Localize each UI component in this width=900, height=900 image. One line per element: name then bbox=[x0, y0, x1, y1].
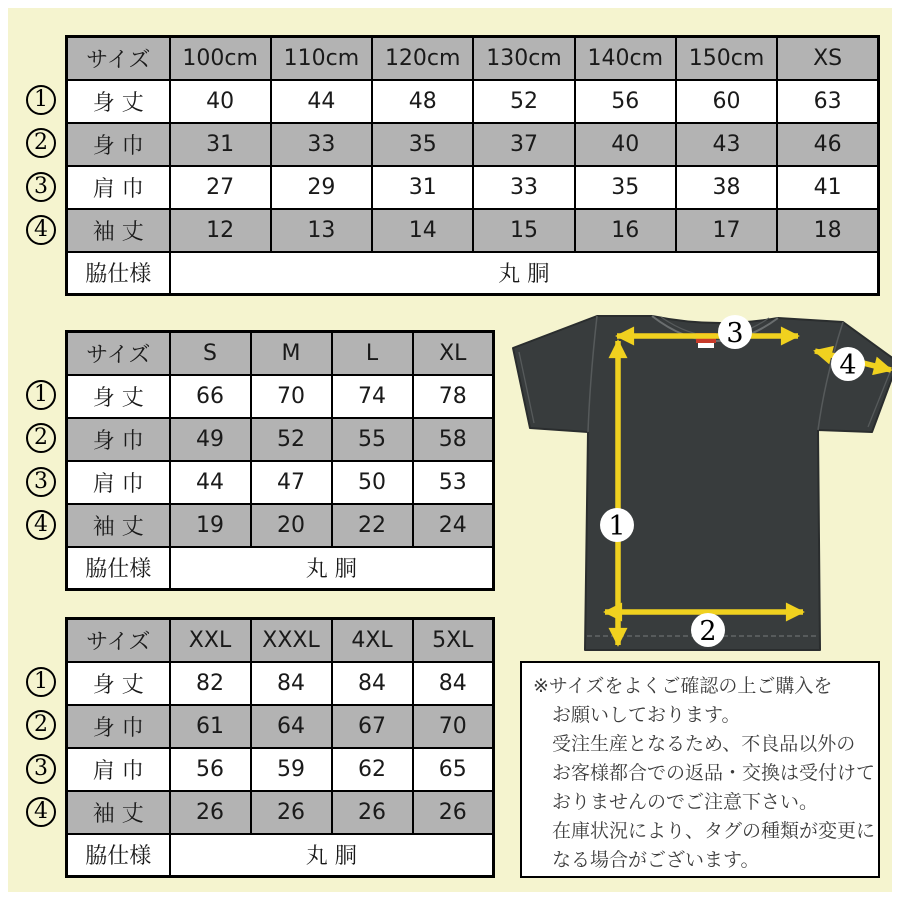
row-label: 袖 丈 bbox=[67, 209, 170, 252]
table-row-body-length bbox=[67, 662, 494, 705]
row-mark-3: 3 bbox=[26, 467, 56, 497]
row-label: 身 巾 bbox=[67, 418, 170, 461]
col-header-size: サイズ bbox=[67, 37, 170, 80]
notice-line: なる場合がございます。 bbox=[552, 849, 760, 871]
row-mark-4: 4 bbox=[26, 510, 56, 540]
cell: 48 bbox=[372, 80, 473, 123]
cell: 29 bbox=[271, 166, 372, 209]
row-label: 身 丈 bbox=[67, 662, 170, 705]
col-header: 110cm bbox=[271, 37, 372, 80]
cell: 53 bbox=[413, 461, 494, 504]
row-label: 脇仕様 bbox=[67, 834, 170, 877]
cell: 70 bbox=[413, 705, 494, 748]
diagram-mark-2 bbox=[691, 613, 725, 647]
cell: 60 bbox=[676, 80, 777, 123]
cell: 56 bbox=[575, 80, 676, 123]
cell: 52 bbox=[251, 418, 332, 461]
col-header: XXL bbox=[170, 619, 251, 662]
cell: 46 bbox=[777, 123, 878, 166]
brand-tag-strip bbox=[698, 343, 714, 348]
page-background bbox=[8, 8, 892, 892]
cell: 74 bbox=[332, 375, 413, 418]
cell: 15 bbox=[473, 209, 574, 252]
cell: 44 bbox=[170, 461, 251, 504]
size-table-adult bbox=[65, 330, 495, 591]
row-mark-1: 1 bbox=[26, 667, 56, 697]
row-label: 肩 巾 bbox=[67, 748, 170, 791]
svg-text:1: 1 bbox=[608, 511, 626, 542]
table-row-side-spec bbox=[67, 252, 879, 295]
cell: 37 bbox=[473, 123, 574, 166]
cell: 65 bbox=[413, 748, 494, 791]
row-label: 身 巾 bbox=[67, 123, 170, 166]
notice-line: お客様都合での返品・交換は受付けて bbox=[552, 762, 876, 784]
cell: 67 bbox=[332, 705, 413, 748]
cell: 14 bbox=[372, 209, 473, 252]
row-mark-2: 2 bbox=[26, 710, 56, 740]
cell-side-spec: 丸 胴 bbox=[170, 834, 494, 877]
cell: 64 bbox=[251, 705, 332, 748]
cell: 55 bbox=[332, 418, 413, 461]
cell: 49 bbox=[170, 418, 251, 461]
row-label: 脇仕様 bbox=[67, 547, 170, 590]
notice-line: お願いしております。 bbox=[552, 704, 741, 726]
table-row-shoulder-width bbox=[67, 748, 494, 791]
row-label: 身 丈 bbox=[67, 80, 170, 123]
table-row-body-width bbox=[67, 705, 494, 748]
size-table-kids bbox=[65, 35, 880, 296]
svg-text:3: 3 bbox=[726, 318, 744, 349]
table-row-side-spec bbox=[67, 834, 494, 877]
col-header: 130cm bbox=[473, 37, 574, 80]
row-label: 身 丈 bbox=[67, 375, 170, 418]
cell: 66 bbox=[170, 375, 251, 418]
cell: 26 bbox=[332, 791, 413, 834]
cell: 26 bbox=[413, 791, 494, 834]
cell: 59 bbox=[251, 748, 332, 791]
cell: 19 bbox=[170, 504, 251, 547]
row-mark-4: 4 bbox=[26, 215, 56, 245]
diagram-mark-1 bbox=[600, 508, 634, 542]
row-mark-2: 2 bbox=[26, 128, 56, 158]
cell: 20 bbox=[251, 504, 332, 547]
col-header: 120cm bbox=[372, 37, 473, 80]
row-label: 肩 巾 bbox=[67, 461, 170, 504]
col-header: M bbox=[251, 332, 332, 375]
notice-line: 在庫状況により、タグの種類が変更に bbox=[552, 820, 876, 842]
cell: 56 bbox=[170, 748, 251, 791]
cell: 50 bbox=[332, 461, 413, 504]
cell: 35 bbox=[575, 166, 676, 209]
cell: 84 bbox=[413, 662, 494, 705]
cell: 63 bbox=[777, 80, 878, 123]
cell: 43 bbox=[676, 123, 777, 166]
cell: 27 bbox=[170, 166, 271, 209]
notice-line: 受注生産となるため、不良品以外の bbox=[552, 733, 856, 755]
row-mark-3: 3 bbox=[26, 754, 56, 784]
cell: 26 bbox=[251, 791, 332, 834]
cell: 33 bbox=[271, 123, 372, 166]
svg-text:2: 2 bbox=[699, 616, 717, 647]
table-row-body-width bbox=[67, 123, 879, 166]
cell: 24 bbox=[413, 504, 494, 547]
cell: 38 bbox=[676, 166, 777, 209]
cell: 52 bbox=[473, 80, 574, 123]
cell: 40 bbox=[575, 123, 676, 166]
cell: 40 bbox=[170, 80, 271, 123]
row-mark-4: 4 bbox=[26, 797, 56, 827]
cell: 82 bbox=[170, 662, 251, 705]
table-row-sleeve-length bbox=[67, 209, 879, 252]
col-header: 140cm bbox=[575, 37, 676, 80]
cell: 31 bbox=[372, 166, 473, 209]
row-mark-3: 3 bbox=[26, 172, 56, 202]
table-row-sleeve-length bbox=[67, 504, 494, 547]
table-row-body-length bbox=[67, 80, 879, 123]
col-header: XXXL bbox=[251, 619, 332, 662]
cell: 84 bbox=[332, 662, 413, 705]
col-header: 4XL bbox=[332, 619, 413, 662]
col-header-size: サイズ bbox=[67, 619, 170, 662]
cell: 61 bbox=[170, 705, 251, 748]
svg-text:4: 4 bbox=[839, 350, 857, 381]
row-label: 袖 丈 bbox=[67, 504, 170, 547]
cell: 41 bbox=[777, 166, 878, 209]
row-label: 袖 丈 bbox=[67, 791, 170, 834]
cell: 84 bbox=[251, 662, 332, 705]
diagram-mark-3 bbox=[718, 315, 752, 349]
cell: 62 bbox=[332, 748, 413, 791]
col-header: L bbox=[332, 332, 413, 375]
tshirt-measurement-diagram bbox=[505, 303, 892, 658]
table-row-shoulder-width bbox=[67, 461, 494, 504]
cell: 16 bbox=[575, 209, 676, 252]
cell: 35 bbox=[372, 123, 473, 166]
col-header: S bbox=[170, 332, 251, 375]
table-row-sleeve-length bbox=[67, 791, 494, 834]
table-row-shoulder-width bbox=[67, 166, 879, 209]
col-header: 150cm bbox=[676, 37, 777, 80]
col-header: 5XL bbox=[413, 619, 494, 662]
cell: 58 bbox=[413, 418, 494, 461]
notice-box bbox=[520, 661, 880, 878]
col-header-size: サイズ bbox=[67, 332, 170, 375]
col-header: XS bbox=[777, 37, 878, 80]
size-table-plus bbox=[65, 617, 495, 878]
cell: 26 bbox=[170, 791, 251, 834]
table-row-body-length bbox=[67, 375, 494, 418]
col-header: XL bbox=[413, 332, 494, 375]
row-mark-1: 1 bbox=[26, 85, 56, 115]
diagram-mark-4 bbox=[831, 347, 865, 381]
col-header: 100cm bbox=[170, 37, 271, 80]
cell: 44 bbox=[271, 80, 372, 123]
cell: 78 bbox=[413, 375, 494, 418]
row-label: 身 巾 bbox=[67, 705, 170, 748]
cell: 22 bbox=[332, 504, 413, 547]
notice-line: おりませんのでご注意下さい。 bbox=[552, 791, 819, 813]
cell: 70 bbox=[251, 375, 332, 418]
cell: 12 bbox=[170, 209, 271, 252]
table-row-side-spec bbox=[67, 547, 494, 590]
cell: 18 bbox=[777, 209, 878, 252]
cell-side-spec: 丸 胴 bbox=[170, 252, 879, 295]
notice-line: ※サイズをよくご確認の上ご購入を bbox=[533, 675, 833, 697]
row-mark-2: 2 bbox=[26, 423, 56, 453]
cell: 17 bbox=[676, 209, 777, 252]
table-row-body-width bbox=[67, 418, 494, 461]
cell-side-spec: 丸 胴 bbox=[170, 547, 494, 590]
cell: 47 bbox=[251, 461, 332, 504]
row-mark-1: 1 bbox=[26, 380, 56, 410]
cell: 33 bbox=[473, 166, 574, 209]
row-label: 肩 巾 bbox=[67, 166, 170, 209]
cell: 13 bbox=[271, 209, 372, 252]
cell: 31 bbox=[170, 123, 271, 166]
row-label: 脇仕様 bbox=[67, 252, 170, 295]
